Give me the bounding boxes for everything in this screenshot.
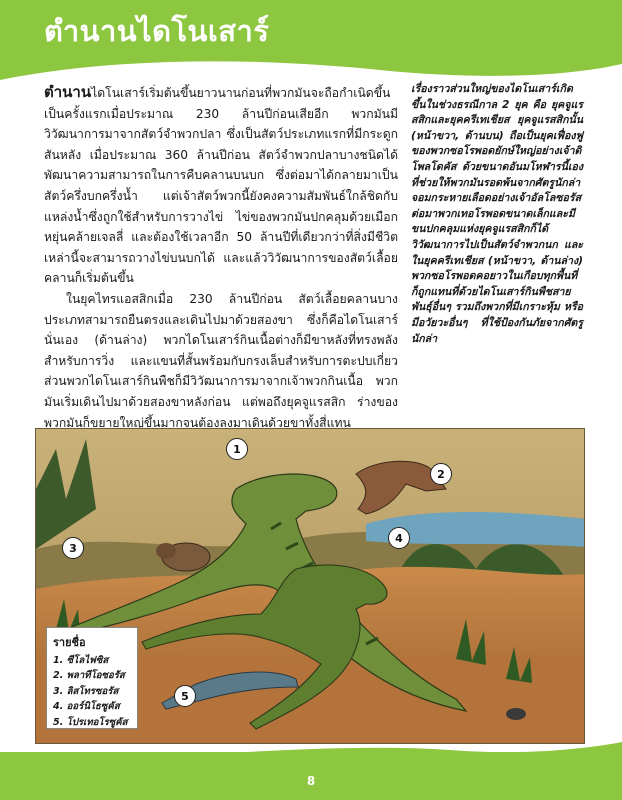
marker-5: 5	[174, 685, 196, 707]
legend-item: 5. โปรเทอโรซูคัส	[53, 716, 128, 728]
legend-item: 4. ออร์นิโธซูคัส	[53, 701, 120, 713]
legend-list	[53, 653, 131, 730]
lead-word: ตำนาน	[44, 83, 92, 101]
marker-2: 2	[430, 463, 452, 485]
legend-item: 1. ซีโลไฟซิส	[53, 655, 109, 666]
legend-item: 3. ลิสโทรซอรัส	[53, 685, 119, 697]
paragraph-2: ในยุคไทรแอสสิกเมื่อ 230 ล้านปีก่อน สัตว์เลื้อยคลานบางประเภทสามารถยืนตรงและเดินไปมาด้วยสองขา ซึ่งก็คือไดโนเสาร์นั่นเอง (ด้านล่าง) พวกไดโนเสาร์กินเนื้อต่างก็มีขาหลังที่ทรงพลังสำหรับการวิ่ง และแขนที่สั้นพร้อมกับกรงเล็บสำหรับการตะปบเกี่ยว ส่วนพวกไดโนเสาร์กินพืชก็มีวิวัฒนาการมาจากเจ้าพวกกินเนื้อ พวกมันเริ่มเดินไปมาด้วยสองขาหลังก่อน แต่พอถึงยุคจูแรสสิก ร่างของพวกมันก็ขยายใหญ่ขึ้นมากจนต้องลงมาเดินด้วยขาทั้งสี่แทน	[44, 291, 398, 430]
legend-item: 2. พลาทีโอซอรัส	[53, 670, 125, 682]
marker-4: 4	[388, 527, 410, 549]
paragraph-1-text: ไดโนเสาร์เริ่มต้นขึ้นยาวนานก่อนที่พวกมันจะถือกำเนิดขึ้นเป็นครั้งแรกเมื่อประมาณ 230 ล้านปีก่อนเสียอีก พวกมันมีวิวัฒนาการมาจากสัตว์จำพวกปลา ซึ่งเป็นสัตว์ประเภทแรกที่มีกระดูกสันหลัง เมื่อประมาณ 360 ล้านปีก่อน สัตว์จำพวกปลาบางชนิดได้พัฒนาความสามารถในการคืบคลานบนบก ซึ่งต่อมาได้กลายมาเป็นสัตว์ครึ่งบกครึ่งน้ำ แต่เจ้าสัตว์พวกนี้ยังคงความสัมพันธ์ใกล้ชิดกับแหล่งน้ำซึ่งถูกใช้สำหรับการวางไข่ ไข่ของพวกมันปกคลุมด้วยเมือกหยุ่นคล้ายเจลลี่ และต้องใช้เวลาอีก 50 ล้านปีที่เดียวกว่าที่สิ่งมีชีวิตเหล่านี้จะสามารถวางไข่บนบกได้ และแล้ววิวัฒนาการของสัตว์เลื้อยคลานก็เริ่มต้นขึ้น	[44, 86, 398, 286]
marker-3: 3	[62, 537, 84, 559]
footer-wave	[0, 738, 622, 768]
marker-1: 1	[226, 438, 248, 460]
header-wave	[0, 52, 622, 80]
page-title: ตำนานไดโนเสาร์	[44, 14, 270, 48]
main-article	[44, 82, 398, 433]
footer-band	[0, 752, 622, 800]
page-number: 8	[306, 774, 316, 788]
species-legend	[46, 627, 138, 729]
sidebar-caption: เรื่องราวส่วนใหญ่ของไดโนเสาร์เกิดขึ้นในช่วงธรณีกาล 2 ยุค คือ ยุคจูแรสสิกและยุคครีเทเชียส ยุคจูแรสสิกนั้น (หน้าขวา, ด้านบน) ถือเป็นยุคเฟื่องฟูของพวกซอโรพอดยักษ์ใหญ่อย่างเจ้าดิโพลโดคัส ด้วยขนาดอันมโหฬารนี้เองที่ช่วยให้พวกมันรอดพ้นจากศัตรูนักล่าจอมกระหายเลือดอย่างเจ้าอัลโลซอรัส ต่อมาพวกเทอโรพอดขนาดเล็กและมีขนปกคลุมแห่งยุคจูแรสสิกก็ได้วิวัฒนาการไปเป็นสัตว์จำพวกนก และในยุคครีเทเชียส (หน้าขวา, ด้านล่าง) พวกซอโรพอดคอยาวในเกือบทุกพื้นที่ก็ถูกแทนที่ด้วยไดโนเสาร์กินพืชสายพันธุ์อื่นๆ รวมถึงพวกที่มีเกราะหุ้ม หรือมีอวัยวะอื่นๆ ที่ใช้ป้องกันภัยจากศัตรูนักล่า	[411, 83, 583, 345]
legend-title: รายชื่อ	[53, 636, 86, 649]
paragraph-1	[44, 82, 398, 289]
header-band	[0, 0, 622, 80]
